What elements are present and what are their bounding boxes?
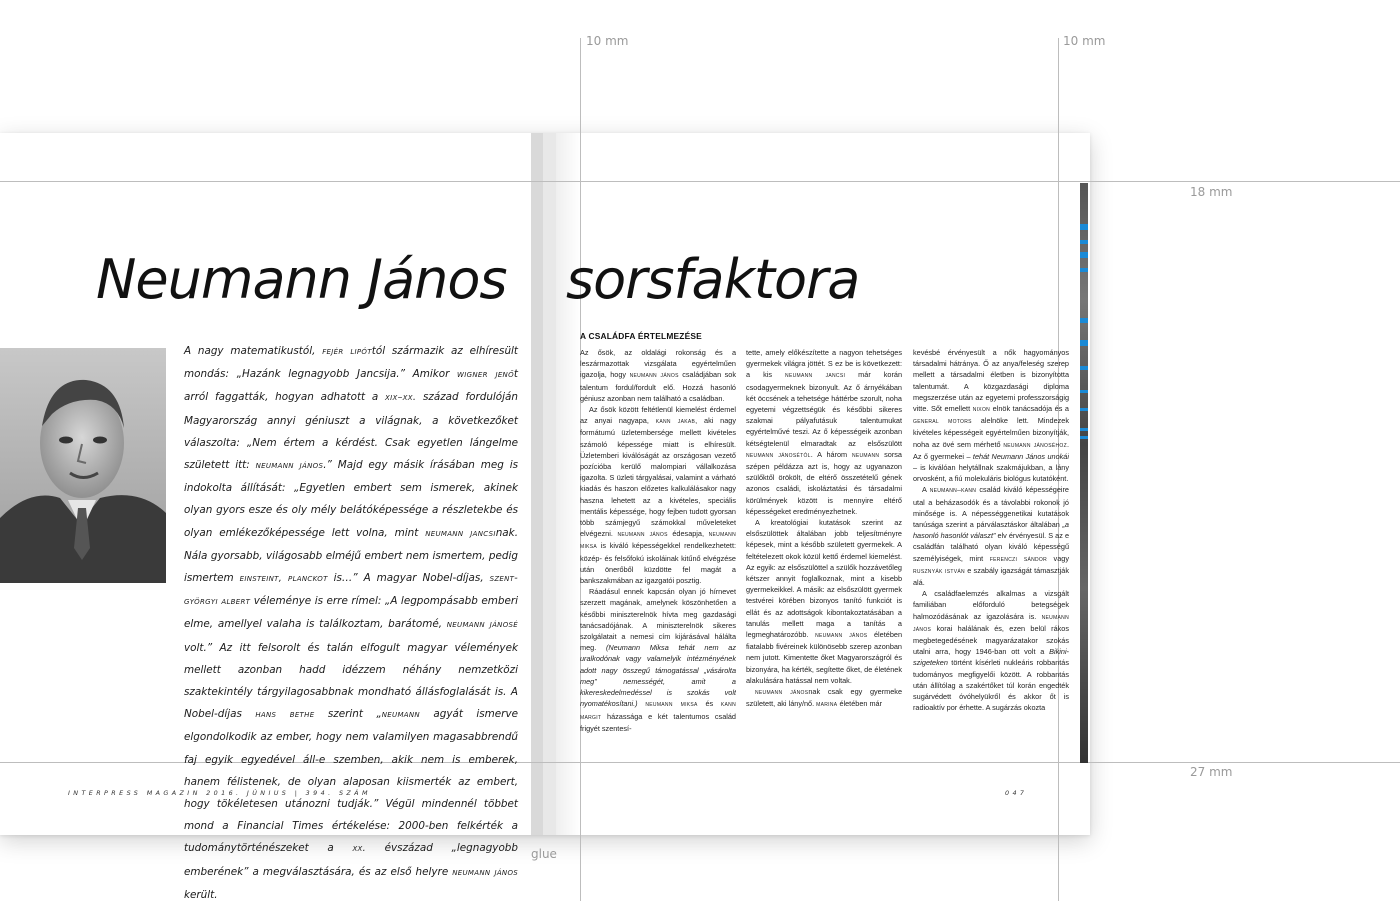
body-column-1: Az ősök, az oldalági rokonság és a leszármazottak vizsgálata egyértelműen igazolja, hogy neumann jános családjában sok talentum fordul/fordult elő. Hozzá hasonló géniusz azonban nem található a családban. Az ősök között feltétlenül kiemelést érdemel az anyai nagyapa, kann jakab, aki nagy formátumú üzletembersége mellett kivételes számoló képessége miatt is elhíresült. Üzletemberi kiválóságát az országosan vezető pozícióba kerülő malompiari vállalkozása igazolta. S üzleti tárgyalásai, valamint a várható kiadás és haszon előzetes kalkulálásakor nagy haszna lehetett az a kivételes, speciális mentális képessége, hogy fejben tudott gyorsan több számjegyű számokkal műveleteket elvégezni. neumann jános édesapja, neumann miksa is kiváló képességekkel rendelkezhetett: közép- és felsőfokú iskoláinak kitűnő elvégzése után önerőből küzdötte fel magát a bankszakmában az igazgatói posztig. Ráadásul ennek kapcsán olyan jó hírnevet szerzett magának, amelynek köszönhetően a későbbi miniszterelnök hívta meg gazdasági tanácsadójának. A miniszterelnök sikeres szolgálatait a nemesi cím kijárásával hálálta meg. (Neumann Miksa tehát nem az uralkodónak vagy valamelyik intézményének adott nagy összegű támogatással „vásárolta meg” nemességét, amit a kikereskedelmedéssel is szokás volt nyomatékosítani.) neumann miksa és kann margit házassága e két talentumos család frigyét szentesí- xyxy=(580,348,736,733)
bottom-margin-label: 27 mm xyxy=(1190,765,1233,779)
body-column-3: kevésbé érvényesült a nők hagyományos társadalmi hátránya. Ő az anya/feleség szerep mellett a társadalmi életben is bizonyította talentumát. A közgazdasági diploma megszerzése után az egyetemi professzorságig vitte. Sőt emellett nixon elnök tanácsadója és a general motors alelnöke lett. Mindezek kivételes képességeit egyértelműen bizonyítják, noha az övé sem mérhető neumann jánoséhoz. Az ő gyermekei – tehát Neumann János unokái – is kiválóan helytállnak szakmájukban, a lány orvosként, a fiú molekuláris biológus kutatóként. A neumann–kann család kiváló képességeire utal a beházasodók és a távolabbi rokonok jó minősége is. A népességgenetikai kutatások tanúsága szerint a párválasztáskor általában „a hasonló hasonlót választ” elv érvényesül. S az e családfán található olyan kiváló képességű személyiségek, mint ferenczi sándor vagy rusznyák istván e szabály igazságát támasztják alá. A családfaelemzés alkalmas a vizsgált familiában előforduló betegségek halmozódásának az igazolására is. neumann jános korai halálának és, ezen belül rákos megbetegedésének magyarázatakor szokás utalni arra, hogy 1946-ban ott volt a Bikini-szigeteken történt kísérleti nukleáris robbantás tudományos megfigyelői között. A robbantás után állítólag a szakértőket túl korán engedték sugárvédett óvóhelyükről és akkor őt is radioaktív por érhette. A sugárzás okozta xyxy=(913,348,1069,713)
headline-right: sorsfaktora xyxy=(566,248,860,311)
body-column-2: tette, amely előkészítette a nagyon tehetséges gyermekek világra jöttét. S ez be is következett: a kis neumann jancsi már korán csodagyermeknek bizonyult. Az ő árnyékában két öccsének a tehetsége háttérbe szorult, noha egyetemi végzettségük és későbbi sikeres szakmai pályafutásuk talentumukat egyértelművé teszi. Az ő képességeik azonban kétségtelenül elmaradtak az elsőszülött neumann jánosétól. A három neumann sorsa szépen példázza azt is, hogy az ugyanazon szülőktől örökölt, de eltérő összetételű gének azonos családi, iskoláztatási és társadalmi körülmények között is mennyire eltérő képességeket eredményezhetnek. A kreatológiai kutatások szerint az elsőszülöttek általában jobb teljesítményre képesek, mint a később született gyermekek. A feltételezett okok közül kettő érdemel kiemelést. Az egyik: az elsőszülöttel a szülők hozzávetőleg kétszer annyit foglalkoznak, mint a kisebb gyermekeikkel. A másik: az elsőszülött gyermek testvérei körében bizonyos tanító funkciót is ellát és az adottságok kibontakoztatásában a tanulás mellett maga a tanítás a legmeghatározóbb. neumann jános életében fiatalabb fivéreinek különösebb szerep azonban nem jutott. Kimentette őket Magyarországról és bizonyára, ha kérték, segítette őket, de életének alakulására hatással nem voltak. neumann jánosnak csak egy gyermeke született, aki lány/nő. marina életében már xyxy=(746,348,902,709)
top-margin-label: 18 mm xyxy=(1190,185,1233,199)
glue-band-dark xyxy=(531,133,543,835)
margin-label-right: 10 mm xyxy=(1063,34,1106,48)
portrait-photo xyxy=(0,348,166,583)
glue-band-mid xyxy=(543,133,556,835)
edge-tab xyxy=(1080,366,1088,370)
edge-tab xyxy=(1080,428,1088,431)
margin-label-left: 10 mm xyxy=(586,34,629,48)
page-number: 047 xyxy=(1005,789,1028,797)
guide-top xyxy=(0,181,1400,182)
headline-left: Neumann János xyxy=(96,248,507,311)
section-heading: A CSALÁDFA ÉRTELMEZÉSE xyxy=(580,331,702,341)
edge-tab xyxy=(1080,340,1088,346)
edge-tab xyxy=(1080,436,1088,439)
edge-tab xyxy=(1080,224,1088,230)
edge-tab xyxy=(1080,240,1088,244)
intro-paragraph: A nagy matematikustól, fejér lipóttól származik az elhíresült mondás: „Hazánk legnagyobb Jancsija.” Amikor wigner jenőt arról faggatták, hogyan adhatott a xix–xx. század fordulóján Magyarország annyi géniuszt a világnak, a következőket válaszolta: „Nem értem a kérdést. Csak egyetlen lángelme született itt: neumann jános.” Majd egy másik írásában meg is indokolta állítását: „Egyetlen embert sem ismerek, akinek olyan gyors esze és oly mély belátóképessége a részletekbe és olyan emlékezőképessége lett volna, mint neumann jancsinak. Nála gyorsabb, világosabb elméjű embert nem ismertem, pedig ismertem einsteint, planckot is…” A magyar Nobel-díjas, szent-györgyi albert véleménye is erre rímel: „A legpompásabb emberi elme, amellyel valaha is találkoztam, barátomé, neumann jánosé volt.” Az itt felsorolt és talán elfogult magyar vélemények mellett azonban hadd idézzem néhány nemzetközi szaktekintély tárgyilagosabbnak mondható állásfoglalását is. A Nobel-díjas hans bethe szerint „neumann agyát ismerve elgondolkodik az ember, hogy nem valamilyen magasabbrendű faj egyik egyedével áll-e szemben, akik nem is emberek, hanem félistenek, de olyan alaposan kiismerték az embert, hogy tökéletesen utánozni tudják.” Végül mindennél többet mond a Financial Times értékelése: 2000-ben felkérték a tudománytörténészeket a xx. évszázad „legnagyobb emberének” a megválasztására, és az első helyre neumann jános került. xyxy=(184,345,519,901)
edge-tab xyxy=(1080,268,1088,272)
edge-tab xyxy=(1080,252,1088,258)
glue-label: glue xyxy=(531,847,557,861)
portrait-image-icon xyxy=(0,348,166,583)
edge-tab xyxy=(1080,390,1088,393)
gutter-shadow xyxy=(556,133,580,835)
edge-tab xyxy=(1080,318,1088,323)
edge-tab xyxy=(1080,408,1088,411)
footer-left: INTERPRESS MAGAZIN 2016. JÚNIUS | 394. SZÁM xyxy=(68,789,371,797)
